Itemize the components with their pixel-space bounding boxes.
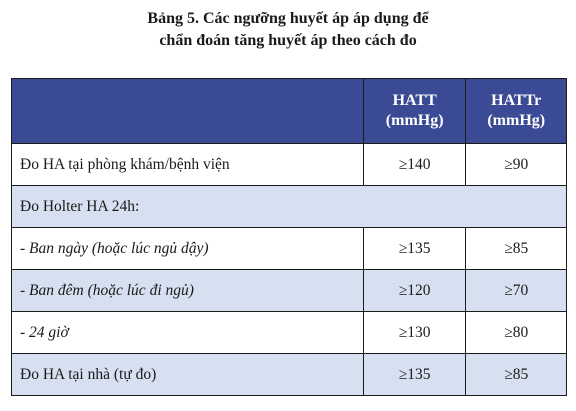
row-hattr-value: ≥85 xyxy=(466,228,567,270)
table-row xyxy=(12,186,567,228)
row-label xyxy=(12,228,364,270)
row-label xyxy=(12,186,567,228)
row-dash: - xyxy=(20,239,30,257)
header-hattr xyxy=(466,79,567,144)
table-row xyxy=(12,144,567,186)
row-hatt-value: ≥140 xyxy=(363,144,466,186)
row-hattr-value: ≥85 xyxy=(466,354,567,396)
table-row xyxy=(12,354,567,396)
row-label-text: 24 giờ xyxy=(29,323,69,341)
table-header-row xyxy=(12,79,567,144)
header-hattr-unit: (mmHg) xyxy=(487,112,546,129)
row-label-text: Đo HA tại phòng khám/bệnh viện xyxy=(20,155,230,173)
table-row xyxy=(12,270,567,312)
blood-pressure-threshold-table xyxy=(11,78,567,396)
row-hattr-value: ≥70 xyxy=(466,270,567,312)
row-label xyxy=(12,144,364,186)
table-row xyxy=(12,228,567,270)
header-hatt-name: HATT xyxy=(392,92,437,109)
table-title-line-1: Bảng 5. Các ngưỡng huyết áp áp dụng để xyxy=(147,10,429,27)
row-label-text: Đo Holter HA 24h: xyxy=(20,197,140,215)
row-dash: - xyxy=(20,323,30,341)
row-label xyxy=(12,312,364,354)
table-row xyxy=(12,312,567,354)
table-title-line-2: chẩn đoán tăng huyết áp theo cách đo xyxy=(159,32,417,49)
row-label xyxy=(12,270,364,312)
table-title xyxy=(0,8,576,52)
row-label-text: Đo HA tại nhà (tự đo) xyxy=(20,365,157,383)
row-hattr-value: ≥80 xyxy=(466,312,567,354)
header-hatt-unit: (mmHg) xyxy=(385,112,444,129)
row-hatt-value: ≥130 xyxy=(363,312,466,354)
row-hattr-value: ≥90 xyxy=(466,144,567,186)
row-hatt-value: ≥135 xyxy=(363,228,466,270)
row-hatt-value: ≥120 xyxy=(363,270,466,312)
row-hatt-value: ≥135 xyxy=(363,354,466,396)
row-label xyxy=(12,354,364,396)
header-hattr-name: HATTr xyxy=(491,92,542,109)
row-dash: - xyxy=(20,281,30,299)
row-label-text: Ban đêm (hoặc lúc đi ngủ) xyxy=(29,281,194,299)
header-empty-cell xyxy=(12,79,364,144)
header-hatt xyxy=(363,79,466,144)
row-label-text: Ban ngày (hoặc lúc ngủ dậy) xyxy=(29,239,209,257)
